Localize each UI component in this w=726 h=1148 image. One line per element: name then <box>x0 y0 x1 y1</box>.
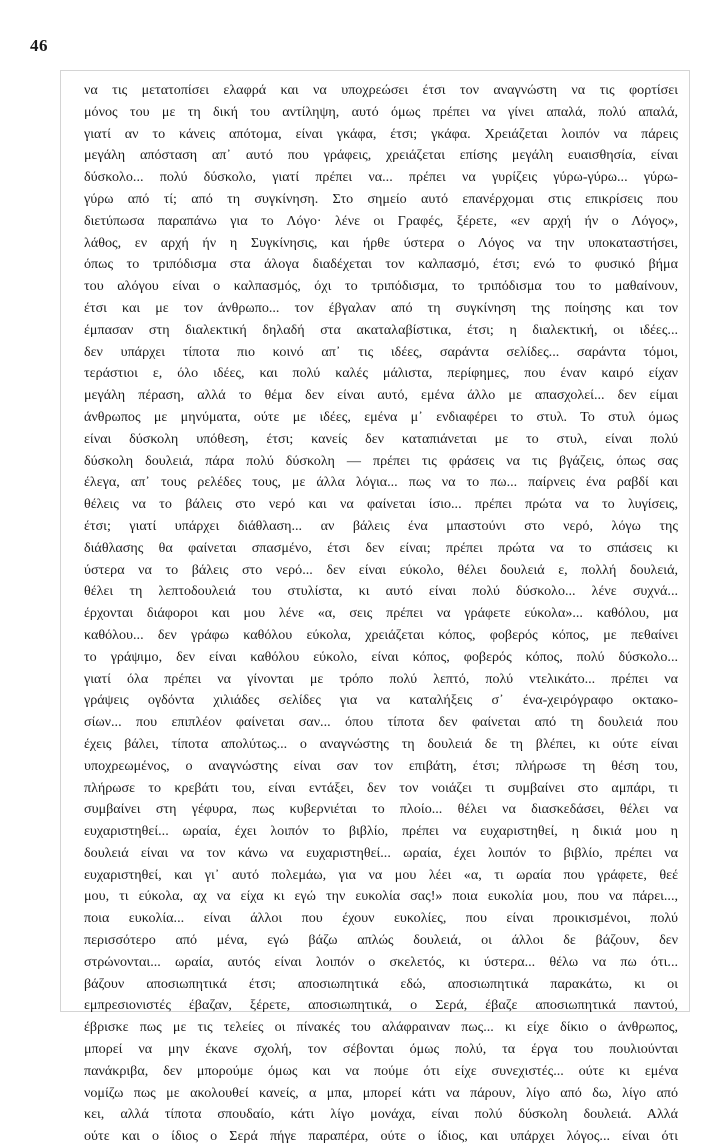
text-line: καθόλου... δεν γράφω καθόλου εύκολα, χρειάζεται κόπος, φοβερός κόπος, με πεθαίνει <box>84 626 678 643</box>
text-line: μεγάλη απόσταση απ᾽ αυτό που γράφεις, χρειάζεται επίσης μεγάλη ευαισθησία, είναι <box>84 147 678 164</box>
text-line: διετύπωσα παραπάνω για το Λόγο· λένε οι Γραφές, ξέρετε, «εν αρχή ήν ο Λόγος», <box>84 212 678 229</box>
text-line: είναι δύσκολη υπόθεση, έτσι; κανείς δεν καταπιάνεται με το στυλ, είναι πολύ <box>84 430 678 447</box>
text-line: του αλόγου είναι ο καλπασμός, όχι το τριπόδισμα, το τριπόδισμα του το μαθαίνουν, <box>84 278 678 295</box>
text-line: διάθλασης θα φαίνεται σπασμένο, έτσι δεν είναι; πρέπει πρώτα να το σπάσεις κι <box>84 539 678 556</box>
text-line: μόνος του με τη δική του αντίληψη, αυτό όμως πρέπει να γίνει απαλά, πολύ απαλά, <box>84 103 678 120</box>
text-line: ούτε και ο ίδιος ο Σερά πήγε παραπέρα, ούτε ο ίδιος, και υπάρχει λόγος... είναι ότι <box>84 1128 678 1145</box>
text-line: γιατί αν το κάνεις απότομα, είναι γκάφα, έτσι; γκάφα. Χρειάζεται λοιπόν να πάρεις <box>84 125 678 142</box>
text-line: νομίζω πως με ακολουθεί κανείς, α μπα, μπορεί κάτι να πάρουν, λίγο από δω, λίγο από <box>84 1084 678 1101</box>
text-line: θέλει τη λεπτοδουλειά του στυλίστα, κι αυτό είναι πολύ δύσκολο... λένε συχνά... <box>84 583 678 600</box>
page-number: 46 <box>30 36 48 55</box>
text-line: συμβαίνει στη γέφυρα, πως κυβερνιέται το πλοίο... θέλει να διασκεδάσει, θέλει να <box>84 801 678 818</box>
text-line: τεράστιοι ε, όλο ιδέες, και πολύ καλές μάλιστα, περίφημες, που έναν καιρό είχαν <box>84 365 678 382</box>
text-line: μου, τι εύκολα, αχ να είχα κι εγώ την ευκολία σας!» ποια ευκολία μου, που να πάρει..., <box>84 888 678 905</box>
text-line: ποια ευκολία... είναι άλλοι που έχουν ευκολίες, που είναι προικισμένοι, πολύ <box>84 910 678 927</box>
text-line: πανάκριβα, δεν μπορούμε όμως και να πούμε ότι είχε συνεχιστές... ούτε κι εμένα <box>84 1062 678 1079</box>
text-line: στρώνονται... ωραία, αυτός είναι λοιπόν ο σκελετός, κι ύστερα... θέλω να πω ότι... <box>84 953 678 970</box>
text-line: έτσι; γιατί υπάρχει διάθλαση... αν βάλεις ένα μπαστούνι στο νερό, λόγω της <box>84 517 678 534</box>
text-line: περισσότερο από μένα, εγώ βάζω απλώς δουλειά, οι άλλοι δε βάζουν, δεν <box>84 932 678 949</box>
text-line: υποχρεωμένος, ο αναγνώστης είναι σαν τον επιβάτη, έτσι; πλήρωσε τη θέση του, <box>84 757 678 774</box>
text-line: να τις μετατοπίσει ελαφρά και να υποχρεώσει έτσι τον αναγνώστη να τις φορτίσει <box>84 82 678 98</box>
text-line: έχεις βάλει, τίποτα απολύτως... ο αναγνώστης τη δουλειά δε τη βλέπει, κι ούτε είναι <box>84 735 678 752</box>
text-line: ευχαριστηθεί... ωραία, έχει λοιπόν το βιβλίο, πρέπει να ευχαριστηθεί, η δικιά μου η <box>84 823 678 840</box>
text-line: δουλειά είναι να τον κάνω να ευχαριστηθεί... ωραία, έχει λοιπόν το βιβλίο, πρέπει να <box>84 844 678 861</box>
text-line: μπορεί να μην έκανε σχολή, τον σέβονται όμως πολύ, τα έργα του πουλιούνται <box>84 1041 678 1058</box>
text-line: δύσκολη δουλειά, πάρα πολύ δύσκολη — πρέπει τις φράσεις να τις βγάζεις, όπως σας <box>84 452 678 469</box>
text-line: πλήρωσε το κρεβάτι του, είναι εντάξει, δεν τον νοιάζει τι συμβαίνει στο αμπάρι, τι <box>84 779 678 796</box>
text-line: κει, αλλά τίποτα σπουδαίο, κάτι λίγο μονάχα, είναι πολύ δύσκολη δουλειά. Αλλά <box>84 1106 678 1123</box>
text-line: εμπρεσιονιστές έβαζαν, ξέρετε, αποσιωπητικά, ο Σερά, έβαζε αποσιωπητικά παντού, <box>84 997 678 1014</box>
text-line: άνθρωπος με μηνύματα, ούτε με ιδέες, εμένα μ᾽ ενδιαφέρει το στυλ. Το στυλ όμως <box>84 408 678 425</box>
text-line: γύρω από τί; από τη συγκίνηση. Στο σημείο αυτό επανέρχομαι στις επικρίσεις που <box>84 190 678 207</box>
text-line: έλεγα, απ᾽ τους ρελέδες τους, με άλλα λόγια... πως να το πω... παίρνεις ένα ραβδί και <box>84 474 678 491</box>
text-line: μεγάλη πέραση, αλλά το θέμα δεν είναι αυτό, εμένα άλλο με απασχολεί... δεν είμαι <box>84 387 678 404</box>
text-line: έβρισκε πως με τις τελείες οι πίνακές του αλάφραιναν πως... κι είχε δίκιο ο άνθρωπος, <box>84 1019 678 1036</box>
text-line: έτσι και με τον άνθρωπο... τον έβγαλαν από τη συγκίνηση της ποίησης και τον <box>84 299 678 316</box>
text-line: βάζουν αποσιωπητικά έτσι; αποσιωπητικά εδώ, αποσιωπητικά παρακάτω, κι οι <box>84 975 678 992</box>
text-line: όπως το τριπόδισμα στα άλογα διαδέχεται τον καλπασμό, έτσι; ενώ το φυσικό βήμα <box>84 256 678 273</box>
text-line: έρχονται διάφοροι και μου λένε «α, σεις πρέπει να γράφετε εύκολα»... καθόλου, μα <box>84 605 678 622</box>
text-line: το γράψιμο, δεν είναι καθόλου εύκολο, είναι κόπος, φοβερός κόπος, πολύ δύσκολο... <box>84 648 678 665</box>
text-line: σίων... που επιπλέον φαίνεται σαν... όπου τίποτα δεν φαίνεται από τη δουλειά που <box>84 714 678 731</box>
text-line: γράψεις ογδόντα χιλιάδες σελίδες για να καταλήξεις σ᾽ ένα-χειρόγραφο οκτακο- <box>84 692 678 709</box>
text-line: έμπασαν στη διαλεκτική δηλαδή στα ακαταλαβίστικα, έτσι; η διαλεκτική, οι ιδέες... <box>84 321 678 338</box>
text-line: ύστερα να το βάλεις στο νερό... δεν είναι εύκολο, θέλει δουλειά ε, πολλή δουλειά, <box>84 561 678 578</box>
body-text <box>84 80 678 1148</box>
text-line: δύσκολο... πολύ δύσκολο, γιατί πρέπει να... πρέπει να γυρίζεις γύρω-γύρω... γύρω- <box>84 169 678 186</box>
text-line: θέλεις να το βάλεις στο νερό και να φαίνεται ίσιο... πρέπει πρώτα να το λυγίσεις, <box>84 496 678 513</box>
text-line: γιατί όλα πρέπει να γίνονται με τρόπο πολύ λεπτό, πολύ ντελικάτο... πρέπει να <box>84 670 678 687</box>
text-line: ευχαριστηθεί, και γι᾽ αυτό πολεμάω, για να μου λέει «α, τι ωραία που γράφετε, θεέ <box>84 866 678 883</box>
text-line: δεν υπάρχει τίποτα πιο κοινό απ᾽ τις ιδέες, σαράντα σελίδες... σαράντα τόμοι, <box>84 343 678 360</box>
text-line: λάθος, εν αρχή ήν η Συγκίνησις, και ήρθε ύστερα ο Λόγος να την υποκαταστήσει, <box>84 234 678 251</box>
